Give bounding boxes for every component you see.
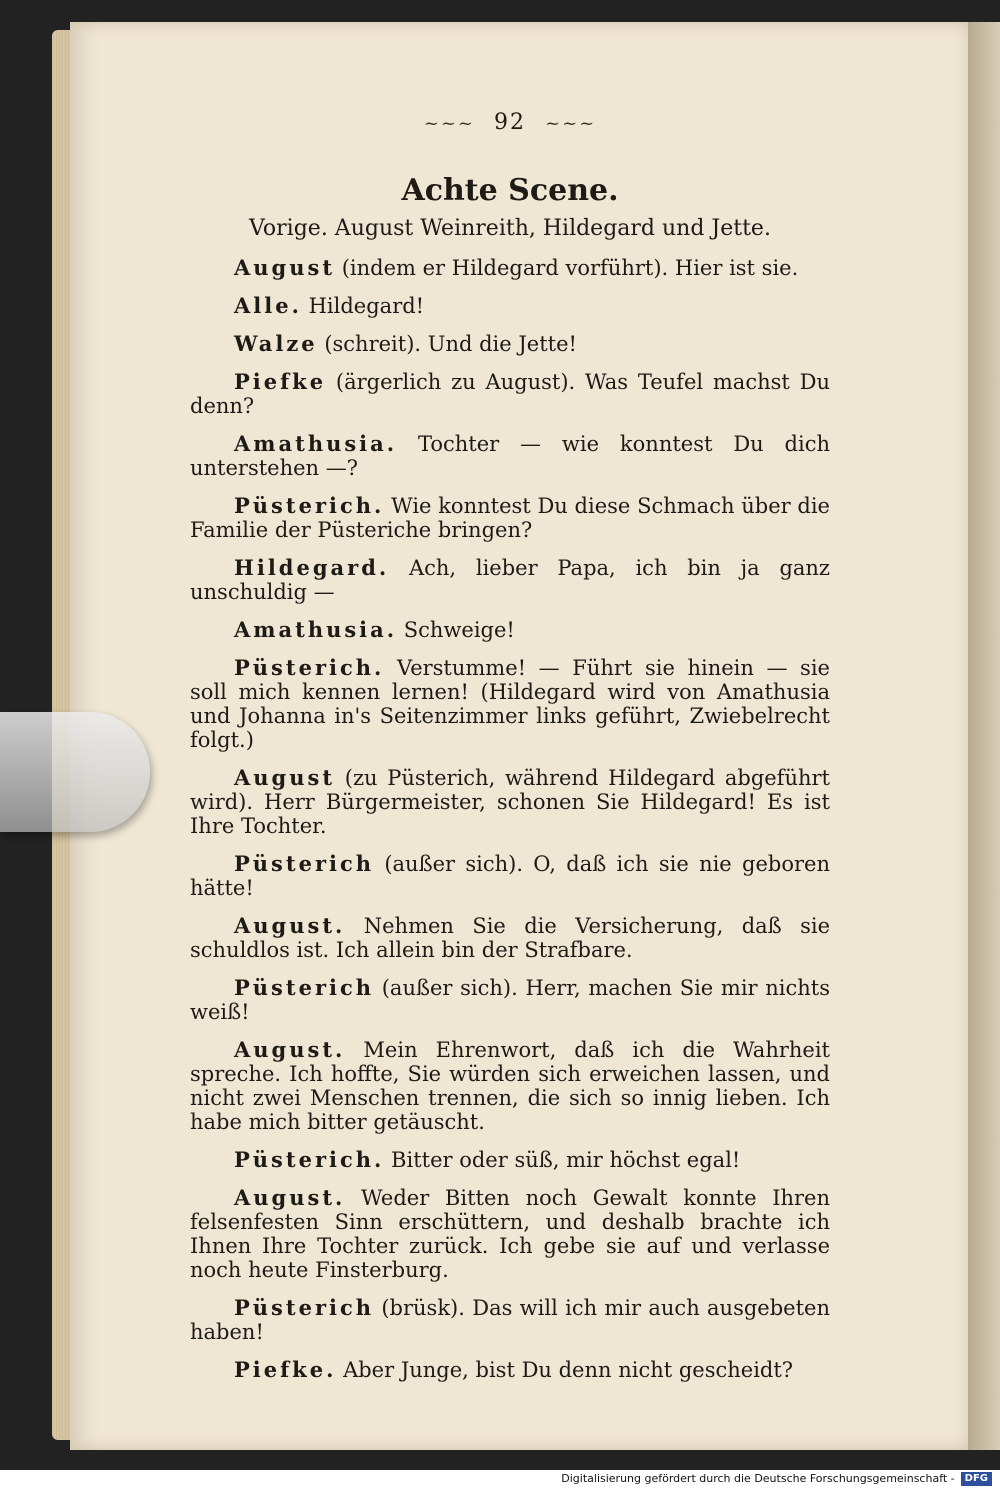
speech-paragraph <box>190 766 830 838</box>
speaker-name: Püsterich. <box>234 493 385 518</box>
speech-text: Schweige! <box>403 618 515 642</box>
speech-paragraph <box>190 370 830 418</box>
speaker-name: Püsterich <box>234 1295 375 1320</box>
speech-text: Wie konntest Du diese Schmach über die Familie der Püsteriche bringen? <box>190 494 830 542</box>
scene-title: Achte Scene. <box>401 173 619 208</box>
speech-paragraph <box>190 556 830 604</box>
speaker-name: August <box>234 255 336 280</box>
speech-paragraph <box>190 656 830 752</box>
speaker-name: August. <box>234 913 346 938</box>
footer <box>0 1470 1000 1488</box>
speech-paragraph <box>190 1148 830 1172</box>
speaker-name: August <box>234 765 336 790</box>
footer-label: Digitalisierung gefördert durch die Deutsche Forschungsgemeinschaft - <box>561 1472 955 1485</box>
speech-text: (außer sich). Herr, machen Sie mir nichts weiß! <box>190 976 830 1024</box>
speaker-name: Amathusia. <box>234 617 398 642</box>
speech-text: (außer sich). O, daß ich sie nie geboren hätte! <box>190 852 830 900</box>
speaker-name: Püsterich <box>234 975 375 1000</box>
speech-paragraph <box>190 976 830 1024</box>
ornament-right: ~~~ <box>545 113 597 134</box>
speech-paragraph <box>190 1038 830 1134</box>
speech-text: Ach, lieber Papa, ich bin ja ganz unschuldig — <box>190 556 830 604</box>
speech-paragraph <box>190 914 830 962</box>
speaker-name: Püsterich. <box>234 1147 385 1172</box>
speech-paragraph <box>190 256 830 280</box>
speech-list <box>190 256 830 1382</box>
speech-paragraph <box>190 618 830 642</box>
page-number-line <box>190 110 830 135</box>
speech-text: Bitter oder süß, mir höchst egal! <box>391 1148 741 1172</box>
speech-paragraph <box>190 1186 830 1282</box>
dfg-logo: DFG <box>961 1472 992 1486</box>
speech-text: Nehmen Sie die Versicherung, daß sie schuldlos ist. Ich allein bin der Strafbare. <box>190 914 830 962</box>
speaker-name: August. <box>234 1037 346 1062</box>
speaker-name: Walze <box>234 331 318 356</box>
speaker-name: Hildegard. <box>234 555 390 580</box>
speech-text: Aber Junge, bist Du denn nicht gescheidt? <box>343 1358 794 1382</box>
speech-paragraph <box>190 332 830 356</box>
speech-text: (brüsk). Das will ich mir auch ausgebeten haben! <box>190 1296 830 1344</box>
page-clip <box>0 712 150 832</box>
speech-text: Verstumme! — Führt sie hinein — sie soll mich kennen lernen! (Hildegard wird von Amathusia und Johanna in's Seitenzimmer links geführt, Zwiebelrecht folgt.) <box>190 656 830 752</box>
page-number: 92 <box>494 110 526 135</box>
ornament-left: ~~~ <box>423 113 475 134</box>
speech-text: (ärgerlich zu August). Was Teufel machst Du denn? <box>190 370 830 418</box>
speaker-name: Piefke <box>234 369 327 394</box>
speech-paragraph <box>190 494 830 542</box>
speech-text: (zu Püsterich, während Hildegard abgeführt wird). Herr Bürgermeister, schonen Sie Hildegard! Es ist Ihre Tochter. <box>190 766 830 838</box>
speech-paragraph <box>190 1358 830 1382</box>
speech-paragraph <box>190 1296 830 1344</box>
next-page-edge <box>968 22 1000 1450</box>
speaker-name: Piefke. <box>234 1357 337 1382</box>
speech-paragraph <box>190 294 830 318</box>
speech-paragraph <box>190 432 830 480</box>
speaker-name: August. <box>234 1185 346 1210</box>
speech-text: Tochter — wie konntest Du dich unterstehen —? <box>190 432 830 480</box>
speech-text: (indem er Hildegard vorführt). Hier ist sie. <box>341 256 799 280</box>
speech-text: Hildegard! <box>308 294 425 318</box>
speech-text: Mein Ehrenwort, daß ich die Wahrheit spreche. Ich hoffte, Sie würden sich erweichen lassen, und nicht zwei Menschen trennen, die sich so innig lieben. Ich habe mich bitter getäuscht. <box>190 1038 830 1134</box>
cast-line: Vorige. August Weinreith, Hildegard und Jette. <box>249 216 771 241</box>
speaker-name: Püsterich. <box>234 655 385 680</box>
speaker-name: Püsterich <box>234 851 375 876</box>
speech-paragraph <box>190 852 830 900</box>
page-text <box>190 110 830 1396</box>
speaker-name: Alle. <box>234 293 302 318</box>
speaker-name: Amathusia. <box>234 431 398 456</box>
speech-text: Weder Bitten noch Gewalt konnte Ihren felsenfesten Sinn erschüttern, und deshalb brachte ich Ihnen Ihre Tochter zurück. Ich gebe sie auf und verlasse noch heute Finsterburg. <box>190 1186 831 1282</box>
speech-text: (schreit). Und die Jette! <box>324 332 577 356</box>
